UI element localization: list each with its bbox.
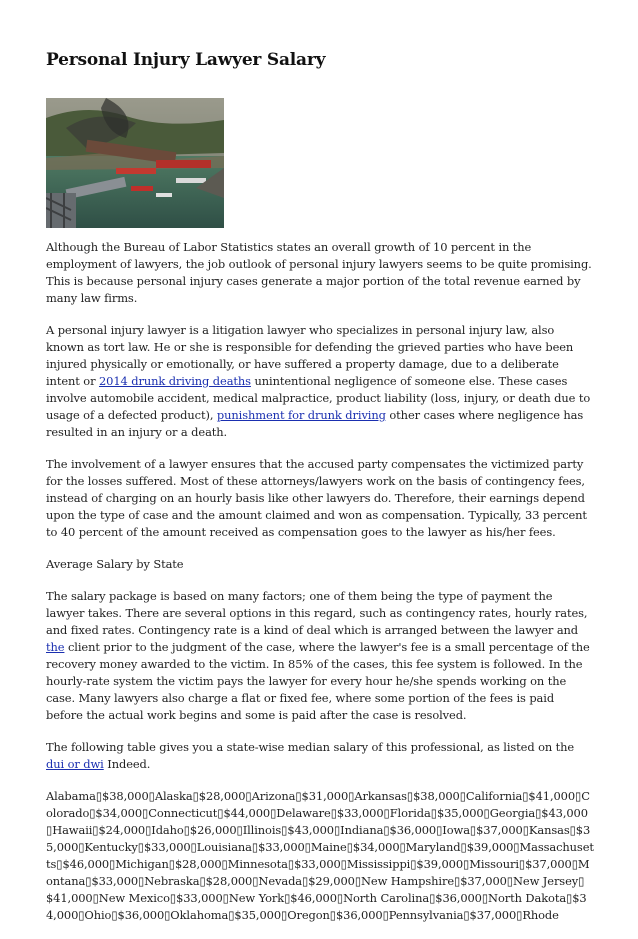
link-punishment-for-drunk-driving[interactable]: punishment for drunk driving: [216, 408, 386, 422]
text-span: Indeed.: [103, 757, 151, 771]
paragraph-intro: Although the Bureau of Labor Statistics states an overall growth of 10 percent in the employment of lawyers, the job outlook of personal injury lawyers seems to be quite promising. This is because personal injury cases generate a major portion of the total revenue earned by many law firms.: [46, 240, 592, 305]
text-span: The following table gives you a state-wise median salary of this professional, as listed on the: [46, 740, 575, 754]
text-span: A personal injury lawyer is a litigation lawyer who specializes in personal injury law, also known as tort law. He or she is responsible for defending the grieved parties who have been injured physically or emotionally, or have suffered a property damage, due to a deliberate intent or: [46, 323, 574, 388]
text-span: unintentional negligence of someone else. These cases involve automobile accident, medical malpractice, product liability (loss, injury, or death due to usage of a defected product),: [46, 374, 591, 422]
link-the[interactable]: the: [46, 640, 65, 654]
article-photo: [46, 98, 224, 228]
text-span: The salary package is based on many factors; one of them being the type of payment the lawyer takes. There are several options in this regard, such as contingency rates, hourly rates, and fixed rates. Contingency rate is a kind of deal which is arranged between the lawyer and: [46, 589, 588, 637]
text-span: client prior to the judgment of the case, where the lawyer's fee is a small percentage of the recovery money awarded to the victim. In 85% of the cases, this fee system is followed. In the hourly-rate system the victim pays the lawyer for every hour he/she spends working on the case. Many lawyers also charge a flat or fixed fee, where some portion of the fees is paid before the actual work begins and some is paid after the case is resolved.: [46, 640, 590, 722]
paragraph-table-intro: [46, 739, 594, 773]
section-subheading: Average Salary by State: [46, 557, 184, 571]
paragraph-salary-package: [46, 588, 594, 724]
paragraph-definition: [46, 322, 594, 441]
article-body: [46, 239, 594, 939]
page-title: Personal Injury Lawyer Salary: [46, 50, 326, 70]
state-salary-list: Alabama▯$38,000▯Alaska▯$28,000▯Arizona▯$31,000▯Arkansas▯$38,000▯California▯$41,000▯Colorado▯$34,000▯Connecticut▯$44,000▯Delaware▯$33,000▯Florida▯$35,000▯Georgia▯$43,000▯Hawaii▯$24,000▯Idaho▯$26,000▯Illinois▯$43,000▯Indiana▯$36,000▯Iowa▯$37,000▯Kansas▯$35,000▯Kentucky▯$33,000▯Louisiana▯$33,000▯Maine▯$34,000▯Maryland▯$39,000▯Massachusetts▯$46,000▯Michigan▯$28,000▯Minnesota▯$33,000▯Mississippi▯$39,000▯Missouri▯$37,000▯Montana▯$33,000▯Nebraska▯$28,000▯Nevada▯$29,000▯New Hampshire▯$37,000▯New Jersey▯$41,000▯New Mexico▯$33,000▯New York▯$46,000▯North Carolina▯$36,000▯North Dakota▯$34,000▯Ohio▯$36,000▯Oklahoma▯$35,000▯Oregon▯$36,000▯Pennsylvania▯$37,000▯Rhode: [46, 789, 594, 922]
link-2014-drunk-driving-deaths[interactable]: 2014 drunk driving deaths: [98, 374, 251, 388]
paragraph-involvement: The involvement of a lawyer ensures that the accused party compensates the victimized party for the losses suffered. Most of these attorneys/lawyers work on the basis of contingency fees, instead of charging on an hourly basis like other lawyers do. Therefore, their earnings depend upon the type of case and the amount claimed and won as compensation. Typically, 33 percent to 40 percent of the amount received as compensation goes to the lawyer as his/her fees.: [46, 457, 587, 539]
link-dui-or-dwi[interactable]: dui or dwi: [46, 757, 104, 771]
train-wreck-photo: [46, 98, 224, 228]
text-span: other cases where negligence has resulted in an injury or a death.: [46, 408, 584, 439]
